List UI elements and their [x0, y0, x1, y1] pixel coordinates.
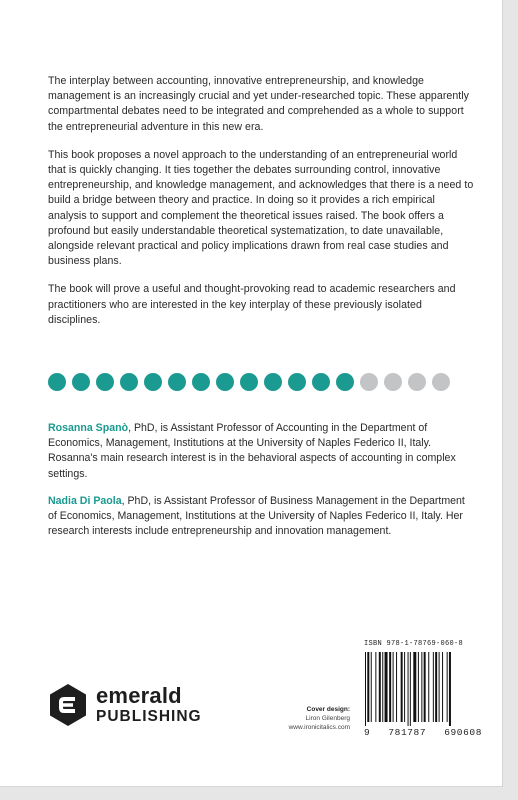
cover-design-label: Cover design:: [306, 706, 350, 713]
barcode-bar: [433, 652, 434, 722]
blurb-paragraph-1: The interplay between accounting, innovative entrepreneurship, and knowledge management is an increasingly crucial and yet under-researched topic. These apparently compartmental debates need to be integrated and comprehended as a whole to support the entrepreneurial adventure in this new era.: [48, 75, 470, 133]
author-name-2: Nadia Di Paola: [48, 494, 122, 507]
barcode-bar: [401, 652, 403, 722]
dot-teal: [192, 373, 210, 391]
dot-teal: [312, 373, 330, 391]
dot-teal: [288, 373, 306, 391]
publisher-logo: [48, 683, 202, 727]
book-blurb: [48, 74, 476, 341]
cover-designer-name: Liron Gilenberg: [305, 715, 350, 722]
barcode-bar: [418, 652, 419, 722]
publisher-wordmark: [96, 685, 202, 725]
barcode-bar: [428, 652, 429, 722]
dot-teal: [264, 373, 282, 391]
author-bios: [48, 421, 476, 551]
publisher-subtitle: PUBLISHING: [96, 708, 202, 726]
dot-grey: [432, 373, 450, 391]
barcode-bar: [379, 652, 381, 722]
barcode-bar: [396, 652, 397, 722]
barcode-bar: [424, 652, 426, 722]
blurb-paragraph-3: The book will prove a useful and thought-provoking read to academic researchers and practitioners who are interested in the key interplay of these previously isolated disciplines.: [48, 283, 456, 326]
barcode-bar: [410, 652, 411, 726]
barcode-bar: [442, 652, 443, 722]
isbn-barcode: [364, 652, 482, 726]
cover-design-credit: [262, 705, 350, 732]
dot-teal: [96, 373, 114, 391]
barcode-bar: [439, 652, 440, 722]
barcode-digit-group-1: 781787: [388, 727, 427, 738]
barcode-bar: [367, 652, 369, 722]
barcode-digit-group-2: 690608: [444, 727, 482, 738]
barcode-bar: [389, 652, 391, 722]
dot-teal: [336, 373, 354, 391]
author-bio-text-2: , PhD, is Assistant Professor of Business Management in the Department of Economics, Management, Institutions at the University of Naples Federico II, Italy. Her research interests include entrepreneurship and innovation management.: [48, 494, 465, 538]
author-name-1: Rosanna Spanò: [48, 422, 129, 434]
author-bio-text-1: , PhD, is Assistant Professor of Accounting in the Department of Economics, Management, Institutions at the University of Naples Federico II, Italy. Rosanna's main research interest is in the behavioral aspects of accounting in complex settings.: [48, 422, 456, 480]
isbn-label: ISBN 978-1-78769-060-8: [364, 640, 464, 648]
barcode-bar: [408, 652, 409, 726]
barcode-bar: [421, 652, 422, 722]
author-bio-1: [48, 421, 476, 482]
barcode-bar: [375, 652, 376, 722]
barcode-bar: [413, 652, 416, 722]
emerald-logo-icon: [48, 683, 88, 727]
dot-teal: [240, 373, 258, 391]
barcode-bar: [447, 652, 448, 722]
barcode-bar: [404, 652, 405, 722]
dot-teal: [144, 373, 162, 391]
dot-grey: [408, 373, 426, 391]
blurb-paragraph-2: This book proposes a novel approach to the understanding of an entrepreneurial world that is quickly changing. It ties together the debates surrounding control, innovative entrepreneurship, and knowledge management, and acknowledges that there is a need to build a bridge between theory and practice. In doing so it provides a rich empirical analysis to support and complement the theoretical issues raised. The book offers a profound but easily understandable theoretical systematization, to date unavailable, alongside relevant practical and policy implications drawn from real case studies and business plans.: [48, 148, 474, 268]
dot-teal: [120, 373, 138, 391]
barcode-bar: [393, 652, 394, 722]
barcode-bar: [371, 652, 372, 722]
author-bio-2: [48, 494, 476, 540]
dot-teal: [72, 373, 90, 391]
barcode-digits: [364, 727, 482, 738]
barcode-digit-prefix: 9: [364, 727, 371, 738]
barcode-bar: [449, 652, 451, 726]
dot-grey: [360, 373, 378, 391]
decorative-dot-row: [48, 373, 450, 391]
barcode-bar: [385, 652, 388, 722]
barcode-bar: [365, 652, 366, 726]
dot-teal: [168, 373, 186, 391]
barcode-bar: [435, 652, 437, 722]
publisher-name: emerald: [96, 683, 182, 709]
dot-teal: [216, 373, 234, 391]
dot-teal: [48, 373, 66, 391]
barcode-bar: [382, 652, 383, 722]
cover-designer-website: www.ironicitalics.com: [288, 724, 350, 731]
dot-grey: [384, 373, 402, 391]
